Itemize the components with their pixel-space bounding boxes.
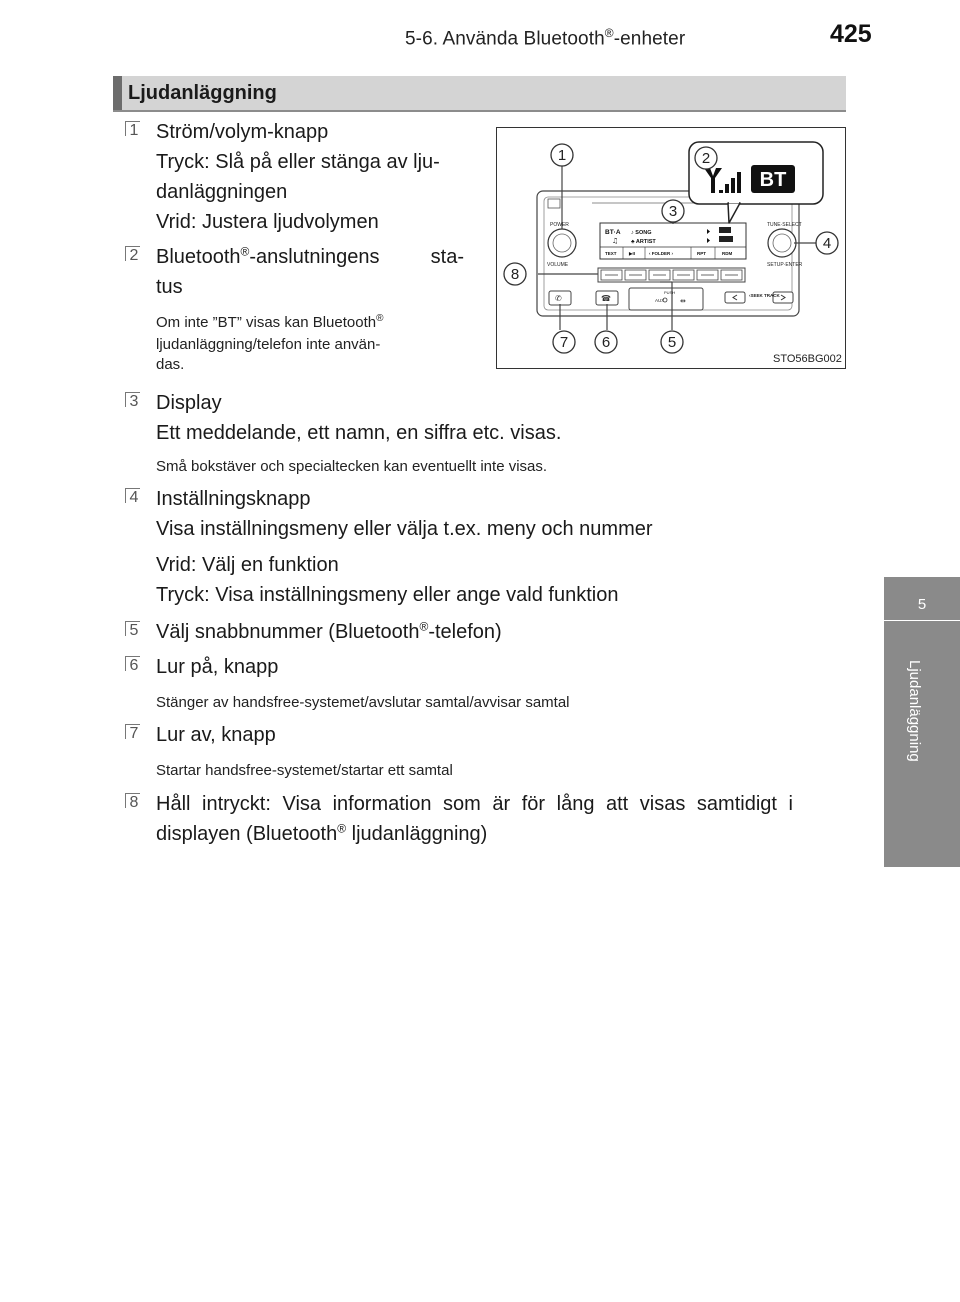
item-number-7: 7: [124, 724, 144, 744]
volume-label: VOLUME: [547, 262, 569, 268]
display-artist: ♣ ARTIST: [631, 239, 656, 245]
off-hook-icon: ✆: [555, 294, 562, 303]
running-header: 5-6. Använda Bluetooth®-enheter: [405, 26, 686, 50]
callout-3: 3: [668, 203, 678, 220]
item-number-8: 8: [124, 793, 144, 813]
chapter-tab-divider: [884, 620, 960, 621]
audio-panel-figure: [496, 127, 846, 369]
item-1-line: Tryck: Slå på eller stänga av lju-: [156, 151, 440, 173]
item-4-title: Inställningsknapp: [156, 488, 311, 510]
item-1-line: danläggningen: [156, 181, 288, 203]
chapter-label: Ljudanläggning: [906, 660, 923, 762]
item-4-line: Vrid: Välj en funktion: [156, 554, 339, 576]
callout-5: 5: [667, 334, 677, 351]
section-title: Ljudanläggning: [128, 82, 277, 104]
item-number-6: 6: [124, 656, 144, 676]
on-hook-icon: ☎: [601, 294, 611, 303]
item-5-title: Välj snabbnummer (Bluetooth®-telefon): [156, 619, 502, 643]
item-8-title: Håll intryckt: Visa information som är för lång att visas samtidigt i: [156, 793, 793, 815]
item-2-note: Om inte ”BT” visas kan Bluetooth®: [156, 313, 384, 331]
item-number-1: 1: [124, 121, 144, 141]
aux-label: AUX: [655, 298, 665, 303]
item-1-line: Vrid: Justera ljudvolymen: [156, 211, 379, 233]
item-number-2: 2: [124, 246, 144, 266]
item-2-title: Bluetooth®-anslutningens sta-: [156, 244, 464, 268]
callout-7: 7: [559, 334, 569, 351]
callout-8: 8: [510, 266, 520, 283]
item-number-5: 5: [124, 621, 144, 641]
item-3-line: Ett meddelande, ett namn, en siffra etc. visas.: [156, 422, 562, 444]
item-8-line2: displayen (Bluetooth® ljudanläggning): [156, 821, 488, 845]
item-7-title: Lur av, knapp: [156, 724, 276, 746]
display-song: ♪ SONG: [631, 230, 652, 236]
display-text-tab: TEXT: [605, 251, 617, 256]
item-4-line: Visa inställningsmeny eller välja t.ex. meny och nummer: [156, 518, 653, 540]
page-number: 425: [830, 20, 872, 48]
display-rpt-tab: RPT: [697, 251, 706, 256]
callout-6: 6: [601, 334, 611, 351]
item-6-note: Stänger av handsfree-systemet/avslutar samtal/avvisar samtal: [156, 694, 570, 711]
item-1-title: Ström/volym-knapp: [156, 121, 329, 143]
bt-status-icon: BT: [759, 169, 787, 191]
display-rdm-tab: RDM: [722, 251, 733, 256]
seek-track-label: ‹SEEK TRACK: [749, 293, 780, 298]
audio-panel-illustration: [497, 128, 847, 370]
item-2-title-line2: tus: [156, 276, 183, 298]
tune-select-label: TUNE·SELECT: [767, 222, 802, 228]
item-7-note: Startar handsfree-systemet/startar ett samtal: [156, 762, 453, 779]
callout-1: 1: [557, 147, 567, 164]
item-number-3: 3: [124, 392, 144, 412]
usb-icon: ⇹: [680, 297, 686, 305]
section-heading-rule: [113, 110, 846, 112]
item-3-note: Små bokstäver och specialtecken kan eventuellt inte visas.: [156, 458, 548, 475]
display-play-tab: ▶II: [629, 251, 635, 256]
display-bt-audio: BT·A: [605, 229, 621, 236]
item-6-title: Lur på, knapp: [156, 656, 279, 678]
setup-enter-label: SETUP·ENTER: [767, 262, 803, 268]
item-2-note-line2: ljudanläggning/telefon inte använ-: [156, 336, 381, 353]
power-label: POWER: [550, 222, 569, 228]
music-note-icon: ♫: [612, 237, 619, 245]
push-label: PUSH: [664, 290, 676, 295]
item-2-note-line3: das.: [156, 356, 185, 373]
figure-code: STO56BG002: [773, 353, 842, 365]
item-3-title: Display: [156, 392, 222, 414]
callout-2: 2: [701, 150, 711, 167]
chapter-number: 5: [917, 596, 927, 613]
item-4-line: Tryck: Visa inställningsmeny eller ange vald funktion: [156, 584, 619, 606]
display-folder-tab: ‹ FOLDER ›: [649, 251, 673, 256]
callout-4: 4: [822, 235, 832, 252]
item-number-4: 4: [124, 488, 144, 508]
